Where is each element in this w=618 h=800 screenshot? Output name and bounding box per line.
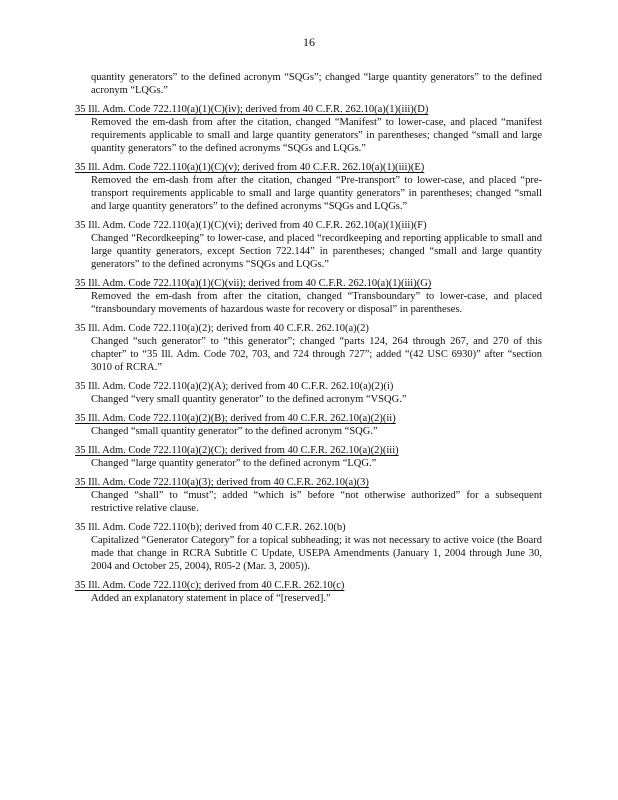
entry bbox=[75, 380, 542, 406]
explanatory-note: Removed the em-dash from after the citation, changed “Manifest” to lower-case, and placed “manifest requirements applicable to small and large quantity generators” in parentheses; changed “small and large quantity generators” to the defined acronyms “SQGs and LQGs.” bbox=[91, 117, 542, 154]
document-body bbox=[75, 71, 542, 605]
explanatory-note: Changed “very small quantity generator” to the defined acronym “VSQG.” bbox=[91, 394, 407, 405]
citation: 35 Ill. Adm. Code 722.110(a)(2); derived from 40 C.F.R. 262.10(a)(2) bbox=[75, 323, 369, 334]
entry bbox=[75, 579, 542, 605]
entry bbox=[75, 412, 542, 438]
explanatory-note: Changed “such generator” to “this generator”; changed “parts 124, 264 through 267, and 270 of this chapter” to “35 Ill. Adm. Code 702, 703, and 724 through 727”; added “(42 USC 6930)” after “section 3010 of RCRA.” bbox=[91, 336, 542, 373]
citation: 35 Ill. Adm. Code 722.110(b); derived from 40 C.F.R. 262.10(b) bbox=[75, 522, 346, 533]
citation: 35 Ill. Adm. Code 722.110(a)(3); derived from 40 C.F.R. 262.10(a)(3) bbox=[75, 477, 369, 488]
entry bbox=[75, 476, 542, 515]
entry bbox=[75, 103, 542, 155]
explanatory-note: Changed “shall” to “must”; added “which is” before “not otherwise authorized” for a subsequent restrictive relative clause. bbox=[91, 490, 542, 514]
citation: 35 Ill. Adm. Code 722.110(a)(1)(C)(iv); derived from 40 C.F.R. 262.10(a)(1)(iii)(D) bbox=[75, 104, 429, 115]
citation: 35 Ill. Adm. Code 722.110(a)(2)(B); derived from 40 C.F.R. 262.10(a)(2)(ii) bbox=[75, 413, 396, 424]
citation: 35 Ill. Adm. Code 722.110(a)(2)(C); derived from 40 C.F.R. 262.10(a)(2)(iii) bbox=[75, 445, 399, 456]
citation: 35 Ill. Adm. Code 722.110(a)(2)(A); derived from 40 C.F.R. 262.10(a)(2)(i) bbox=[75, 381, 394, 392]
entry bbox=[75, 521, 542, 573]
citation: 35 Ill. Adm. Code 722.110(a)(1)(C)(vii); derived from 40 C.F.R. 262.10(a)(1)(iii)(G) bbox=[75, 278, 432, 289]
page-number: 16 bbox=[303, 35, 315, 49]
entry bbox=[75, 444, 542, 470]
explanatory-note: Removed the em-dash from after the citation, changed “Pre-transport” to lower-case, and placed “pre-transport requirements applicable to small and large quantity generators” in parentheses; changed “small and large quantity generators” to the defined acronyms “SQGs and LQGs.” bbox=[91, 175, 542, 212]
explanatory-note: Changed “large quantity generator” to the defined acronym “LQG.” bbox=[91, 458, 377, 469]
entry bbox=[75, 161, 542, 213]
explanatory-note: Changed “small quantity generator” to the defined acronym “SQG.” bbox=[91, 426, 378, 437]
entry bbox=[75, 322, 542, 374]
explanatory-note: Added an explanatory statement in place of “[reserved].” bbox=[91, 593, 331, 604]
explanatory-note: Removed the em-dash from after the citation, changed “Transboundary” to lower-case, and placed “transboundary movements of hazardous waste for recovery or disposal” in parentheses. bbox=[91, 291, 542, 315]
entry bbox=[75, 219, 542, 271]
entry bbox=[75, 277, 542, 316]
intro-paragraph: quantity generators” to the defined acronym “SQGs”; changed “large quantity generators” to the defined acronym “LQGs.” bbox=[91, 72, 542, 96]
explanatory-note: Changed “Recordkeeping” to lower-case, and placed “recordkeeping and reporting applicable to small and large quantity generators, except Section 722.144” in parentheses; changed “small and large quantity generators” to the defined acronyms “SQGs and LQGs.” bbox=[91, 233, 542, 270]
citation: 35 Ill. Adm. Code 722.110(a)(1)(C)(vi); derived from 40 C.F.R. 262.10(a)(1)(iii)(F) bbox=[75, 220, 427, 231]
citation: 35 Ill. Adm. Code 722.110(a)(1)(C)(v); derived from 40 C.F.R. 262.10(a)(1)(iii)(E) bbox=[75, 162, 425, 173]
explanatory-note: Capitalized “Generator Category” for a topical subheading; it was not necessary to active voice (the Board made that change in RCRA Subtitle C Update, USEPA Amendments (January 1, 2004 through June 30, 2004 and October 25, 2004), R05-2 (Mar. 3, 2005)). bbox=[91, 535, 542, 572]
citation: 35 Ill. Adm. Code 722.110(c); derived from 40 C.F.R. 262.10(c) bbox=[75, 580, 345, 591]
